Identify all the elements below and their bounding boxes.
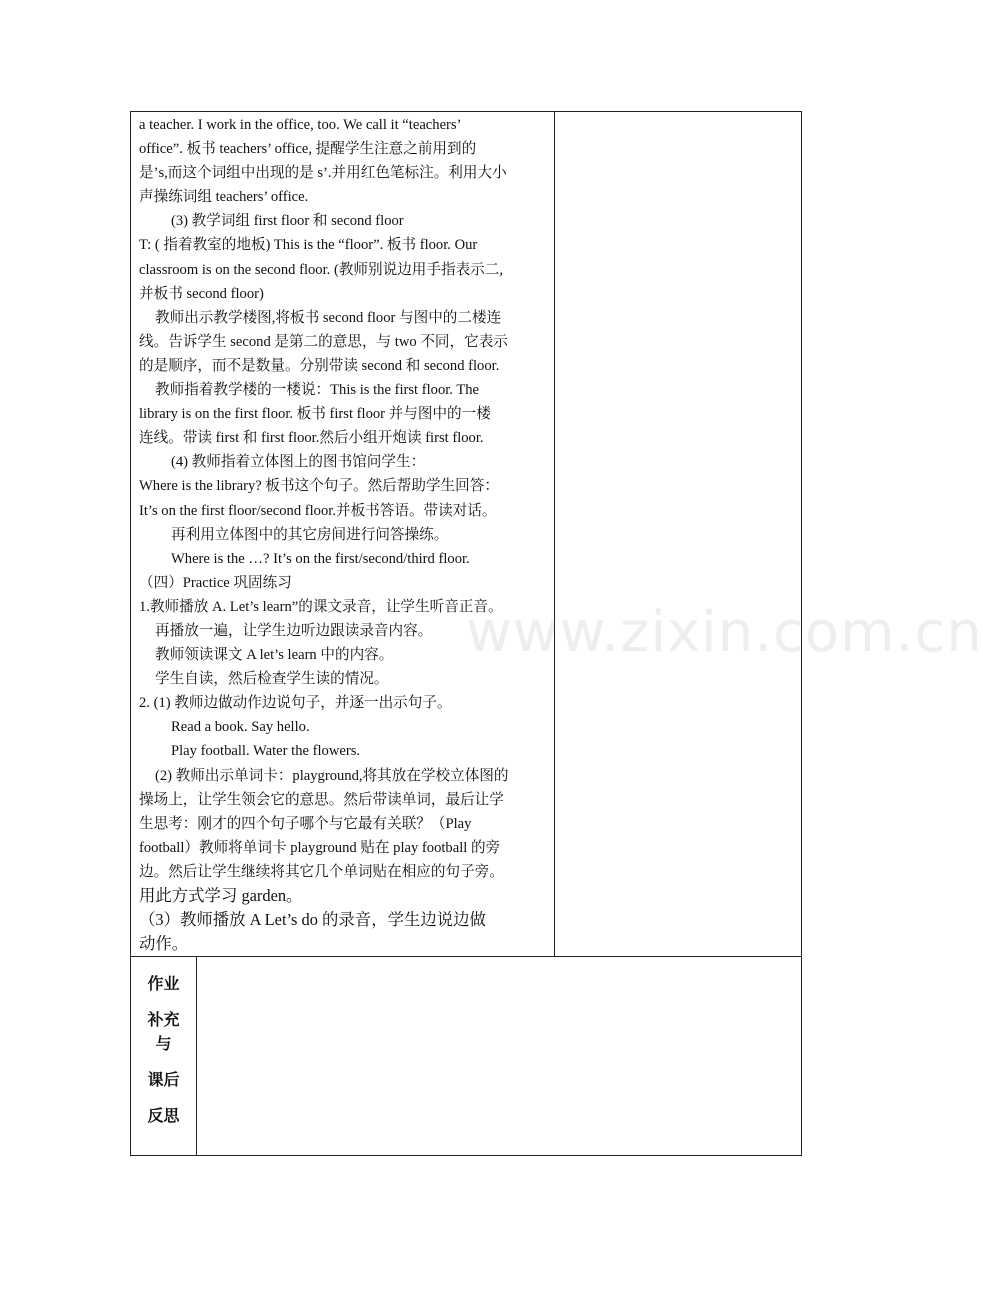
lesson-line: 线。告诉学生 second 是第二的意思，与 two 不同，它表示 bbox=[139, 333, 508, 350]
lesson-line: 边。然后让学生继续将其它几个单词贴在相应的句子旁。 bbox=[139, 863, 504, 880]
lesson-line: Play football. Water the flowers. bbox=[171, 743, 361, 760]
lesson-line: Where is the library? 板书这个句子。然后帮助学生回答： bbox=[139, 478, 499, 495]
lesson-line: （3）教师播放 A Let’s do 的录音，学生边说边做 bbox=[139, 910, 486, 930]
lesson-line: football）教师将单词卡 playground 贴在 play football 的旁 bbox=[139, 839, 501, 856]
lesson-line: classroom is on the second floor. (教师别说边用手指表示二, bbox=[139, 261, 503, 278]
lesson-line: 声操练词组 teachers’ office. bbox=[139, 189, 309, 206]
label-line: 补充 bbox=[147, 1010, 180, 1029]
lesson-line: 的是顺序，而不是数量。分别带读 second 和 second floor. bbox=[139, 357, 500, 374]
lesson-line: (3) 教学词组 first floor 和 second floor bbox=[171, 213, 404, 230]
label-line: 课后 bbox=[147, 1070, 180, 1089]
lesson-line: 操场上，让学生领会它的意思。然后带读单词，最后让学 bbox=[139, 791, 504, 808]
lesson-line: 1.教师播放 A. Let’s learn”的课文录音，让学生听音正音。 bbox=[139, 598, 503, 615]
lesson-line: 再利用立体图中的其它房间进行问答操练。 bbox=[171, 526, 449, 543]
lesson-line: Read a book. Say hello. bbox=[171, 719, 310, 736]
lesson-line: 教师领读课文 A let’s learn 中的内容。 bbox=[155, 647, 394, 664]
lesson-line: Where is the …? It’s on the first/second/third floor. bbox=[171, 550, 470, 567]
label-line: 与 bbox=[155, 1034, 172, 1053]
lesson-line: office”. 板书 teachers’ office, 提醒学生注意之前用到的 bbox=[139, 141, 477, 158]
lesson-line: 并板书 second floor) bbox=[139, 285, 264, 302]
watermark: www.zixin.com.cn bbox=[466, 600, 983, 665]
label-line: 反思 bbox=[147, 1106, 180, 1125]
lesson-line: 动作。 bbox=[139, 934, 189, 954]
table-label-divider bbox=[196, 956, 197, 1156]
lesson-line: library is on the first floor. 板书 first floor 并与图中的一楼 bbox=[139, 406, 491, 423]
table-column-divider bbox=[554, 111, 555, 956]
lesson-line: (2) 教师出示单词卡：playground,将其放在学校立体图的 bbox=[155, 767, 509, 784]
lesson-line: (4) 教师指着立体图上的图书馆问学生： bbox=[171, 454, 426, 471]
lesson-line: 再播放一遍，让学生边听边跟读录音内容。 bbox=[155, 622, 433, 639]
lesson-line: 学生自读，然后检查学生读的情况。 bbox=[155, 671, 389, 688]
lesson-line: 连线。带读 first 和 first floor.然后小组开炮读 first floor. bbox=[139, 430, 484, 447]
lesson-line: 2. (1) 教师边做动作边说句子，并逐一出示句子。 bbox=[139, 695, 452, 712]
lesson-line: 生思考：刚才的四个句子哪个与它最有关联？（Play bbox=[139, 815, 472, 832]
lesson-line: a teacher. I work in the office, too. We call it “teachers’ bbox=[139, 117, 462, 133]
lesson-line: It’s on the first floor/second floor.并板书答语。带读对话。 bbox=[139, 502, 497, 519]
lesson-line: 教师指着教学楼的一楼说：This is the first floor. The bbox=[155, 382, 480, 399]
lesson-procedure-cell bbox=[139, 113, 549, 956]
lesson-line: 用此方式学习 garden。 bbox=[139, 886, 303, 905]
lesson-line: 是’s,而这个词组中出现的是 s’.并用红色笔标注。利用大小 bbox=[139, 165, 507, 182]
lesson-line: T: ( 指着教室的地板) This is the “floor”. 板书 floor. Our bbox=[139, 237, 478, 254]
lesson-line: 教师出示教学楼图,将板书 second floor 与图中的二楼连 bbox=[155, 309, 502, 326]
homework-reflection-label bbox=[131, 972, 196, 1128]
lesson-line: （四）Practice 巩固练习 bbox=[139, 574, 292, 591]
label-line: 作业 bbox=[147, 974, 180, 993]
